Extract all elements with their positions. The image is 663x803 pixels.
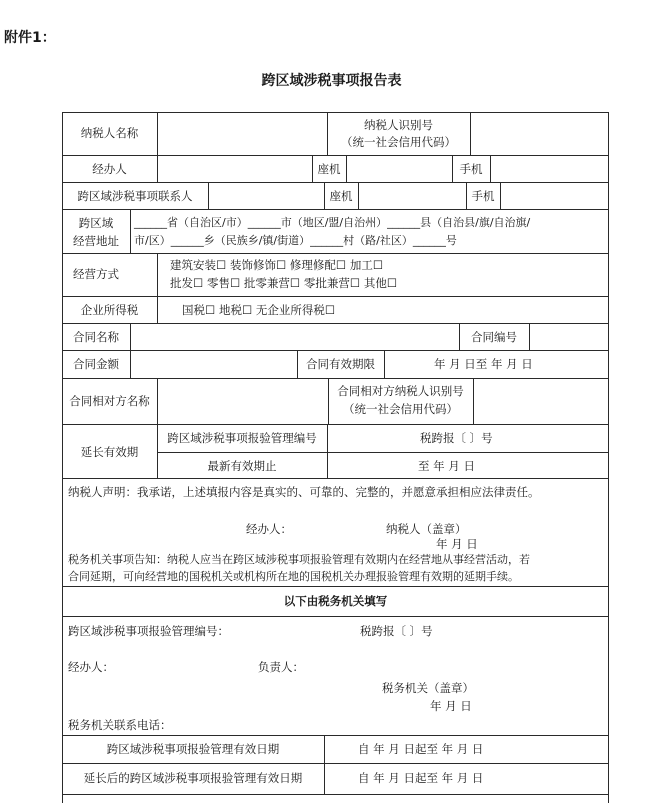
counterparty-id-sublabel: （统一社会信用代码） bbox=[343, 402, 458, 416]
row-line bbox=[62, 253, 609, 254]
row-line bbox=[62, 209, 609, 210]
row-line bbox=[62, 323, 609, 324]
row-line bbox=[157, 452, 609, 453]
tax-date: 年 月 日 bbox=[430, 699, 472, 713]
row-line bbox=[62, 378, 609, 379]
declaration-handler: 经办人： bbox=[246, 522, 292, 536]
cell-line bbox=[130, 323, 131, 350]
tax-mgmt-number-label: 跨区域涉税事项报验管理编号： bbox=[68, 624, 229, 638]
cell-line bbox=[157, 296, 158, 323]
cell-line bbox=[324, 735, 325, 794]
latest-deadline-date: 至 年 月 日 bbox=[418, 459, 475, 473]
latest-deadline-label: 最新有效期止 bbox=[207, 459, 277, 473]
cell-line bbox=[157, 378, 158, 424]
handler-label: 经办人 bbox=[92, 162, 127, 176]
contract-number-label: 合同编号 bbox=[471, 330, 517, 344]
extension-label: 延长有效期 bbox=[80, 445, 139, 459]
mgmt-number-label: 跨区域涉税事项报验管理编号 bbox=[167, 431, 317, 445]
landline-label: 座机 bbox=[317, 162, 341, 176]
row-line bbox=[62, 616, 609, 617]
cell-line bbox=[208, 182, 209, 209]
contract-name-label: 合同名称 bbox=[73, 330, 119, 344]
tax-authority-seal: 税务机关（盖章） bbox=[382, 681, 474, 695]
business-options-1: 建筑安装☐ 装饰修饰☐ 修理修配☐ 加工☐ bbox=[170, 258, 384, 272]
tax-code-field-2: 税跨报〔 〕号 bbox=[360, 624, 433, 638]
tax-code-field: 税跨报〔 〕号 bbox=[420, 431, 493, 445]
cell-line bbox=[157, 253, 158, 296]
notice-line-1: 税务机关事项告知：纳税人应当在跨区域涉税事项报验管理有效期内在经营地从事经营活动，若 bbox=[68, 553, 530, 566]
taxpayer-id-sublabel: （统一社会信用代码） bbox=[341, 135, 456, 149]
address-line-1: ______省（自治区/市）______市（地区/盟/自治州）______县（自治县/旗/自治旗/ bbox=[134, 216, 531, 229]
row-line bbox=[62, 735, 609, 736]
landline-label-2: 座机 bbox=[329, 189, 353, 203]
counterparty-id-label: 合同相对方纳税人识别号 bbox=[337, 384, 464, 398]
extended-validity-label: 延长后的跨区域涉税事项报验管理有效日期 bbox=[83, 771, 303, 785]
cell-line bbox=[490, 155, 491, 182]
cit-options: 国税☐ 地税☐ 无企业所得税☐ bbox=[182, 303, 336, 317]
row-line bbox=[62, 182, 609, 183]
row-line bbox=[62, 478, 609, 479]
taxpayer-id-label: 纳税人识别号 bbox=[364, 118, 433, 132]
cell-line bbox=[157, 112, 158, 155]
business-type-label: 经营方式 bbox=[73, 267, 119, 281]
row-line bbox=[62, 794, 609, 795]
cell-line bbox=[130, 350, 131, 378]
cell-line bbox=[157, 155, 158, 182]
tax-phone-label: 税务机关联系电话： bbox=[68, 718, 172, 732]
tax-handler-label: 经办人： bbox=[68, 660, 114, 674]
tax-authority-section-header: 以下由税务机关填写 bbox=[283, 594, 388, 608]
declaration-taxpayer-seal: 纳税人（盖章） bbox=[386, 522, 467, 536]
cell-line bbox=[130, 209, 131, 253]
form-title: 跨区域涉税事项报告表 bbox=[261, 73, 402, 89]
contract-period-label: 合同有效期限 bbox=[306, 357, 375, 371]
cell-line bbox=[346, 155, 347, 182]
cit-label: 企业所得税 bbox=[80, 303, 139, 317]
cell-line bbox=[327, 424, 328, 478]
notice-line-2: 合同延期，可向经营地的国税机关或机构所在地的国税机关办理报验管理有效期的延期手续。 bbox=[68, 570, 519, 583]
row-line bbox=[62, 763, 609, 764]
mobile-label-2: 手机 bbox=[471, 189, 495, 203]
row-line bbox=[62, 155, 609, 156]
address-line-2: 市/区）______乡（民族乡/镇/街道）______村（路/社区）______号 bbox=[134, 234, 457, 247]
cell-line bbox=[384, 350, 385, 378]
contact-person-label: 跨区域涉税事项联系人 bbox=[77, 189, 193, 203]
mobile-label: 手机 bbox=[459, 162, 483, 176]
cell-line bbox=[500, 182, 501, 209]
counterparty-name-label: 合同相对方名称 bbox=[69, 394, 150, 408]
business-options-2: 批发☐ 零售☐ 批零兼营☐ 零批兼营☐ 其他☐ bbox=[170, 276, 398, 290]
cell-line bbox=[470, 112, 471, 155]
row-line bbox=[62, 296, 609, 297]
row-line bbox=[62, 350, 609, 351]
address-label-2: 经营地址 bbox=[73, 234, 119, 248]
declaration-text: 纳税人声明：我承诺，上述填报内容是真实的、可靠的、完整的，并愿意承担相应法律责任。 bbox=[68, 485, 540, 499]
report-form bbox=[62, 112, 609, 803]
row-line bbox=[62, 586, 609, 587]
row-line bbox=[62, 424, 609, 425]
extended-validity-dates: 自 年 月 日起至 年 月 日 bbox=[358, 771, 484, 785]
declaration-date: 年 月 日 bbox=[436, 537, 478, 551]
validity-label: 跨区域涉税事项报验管理有效日期 bbox=[106, 742, 280, 756]
border-top bbox=[62, 112, 609, 113]
tax-responsible-label: 负责人： bbox=[258, 660, 304, 674]
cell-line bbox=[473, 378, 474, 424]
cell-line bbox=[358, 182, 359, 209]
address-label: 跨区域 bbox=[78, 216, 114, 230]
contract-period-dates: 年 月 日至 年 月 日 bbox=[434, 357, 533, 371]
border-right bbox=[608, 112, 609, 803]
taxpayer-name-label: 纳税人名称 bbox=[80, 126, 139, 140]
validity-dates: 自 年 月 日起至 年 月 日 bbox=[358, 742, 484, 756]
cell-line bbox=[529, 323, 530, 350]
attachment-label: 附件1： bbox=[4, 30, 56, 46]
contract-amount-label: 合同金额 bbox=[73, 357, 119, 371]
